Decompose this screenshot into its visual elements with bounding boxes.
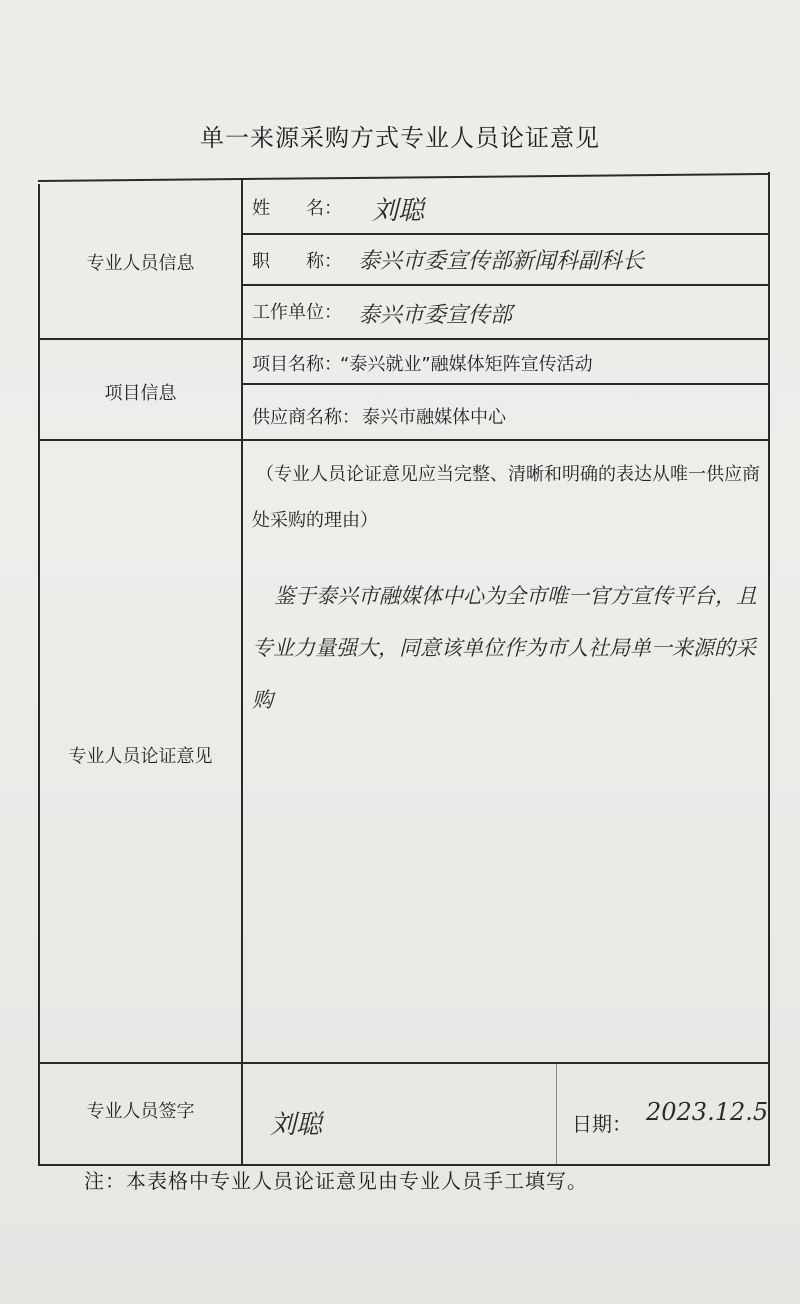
unit-label: 工作单位： (252, 302, 342, 323)
supplier-label: 供应商名称： (252, 407, 360, 428)
footnote: 注：本表格中专业人员论证意见由专业人员手工填写。 (84, 1169, 588, 1193)
row-divider (38, 1062, 770, 1064)
supplier-value: 泰兴市融媒体中心 (362, 407, 506, 428)
row-divider (241, 233, 770, 235)
project-value: “泰兴就业”融媒体矩阵宣传活动 (340, 354, 593, 375)
date-label: 日期： (572, 1112, 632, 1136)
date-divider (556, 1064, 557, 1164)
row-divider (38, 439, 770, 441)
table-border-left (38, 184, 40, 1166)
table-border-right (768, 172, 770, 1164)
row-divider (38, 338, 770, 340)
name-label: 姓 名： (252, 198, 342, 219)
signature-value: 刘聪 (270, 1110, 323, 1140)
section-signature: 专业人员签字 (86, 1101, 195, 1122)
table-border-top (38, 173, 770, 182)
section-opinion: 专业人员论证意见 (68, 746, 213, 767)
opinion-instructions: （专业人员论证意见应当完整、清晰和明确的表达从唯一供应商处采购的理由） (252, 464, 760, 531)
table-column-divider (241, 178, 243, 1164)
section-project-info: 项目信息 (104, 383, 177, 404)
name-value: 刘聪 (372, 196, 425, 226)
opinion-text: 鉴于泰兴市融媒体中心为全市唯一官方宣传平台，且专业力量强大，同意该单位作为市人社局单一来源的采购 (252, 584, 757, 712)
row-divider (241, 284, 770, 286)
date-value: 2023.12.5 (646, 1098, 769, 1126)
row-divider (241, 383, 770, 385)
document-title: 单一来源采购方式专业人员论证意见 (200, 124, 600, 152)
unit-value: 泰兴市委宣传部 (358, 303, 513, 328)
project-label: 项目名称： (252, 354, 342, 375)
title-label: 职 称： (252, 251, 342, 272)
title-value: 泰兴市委宣传部新闻科副科长 (358, 249, 645, 274)
section-person-info: 专业人员信息 (86, 253, 195, 274)
